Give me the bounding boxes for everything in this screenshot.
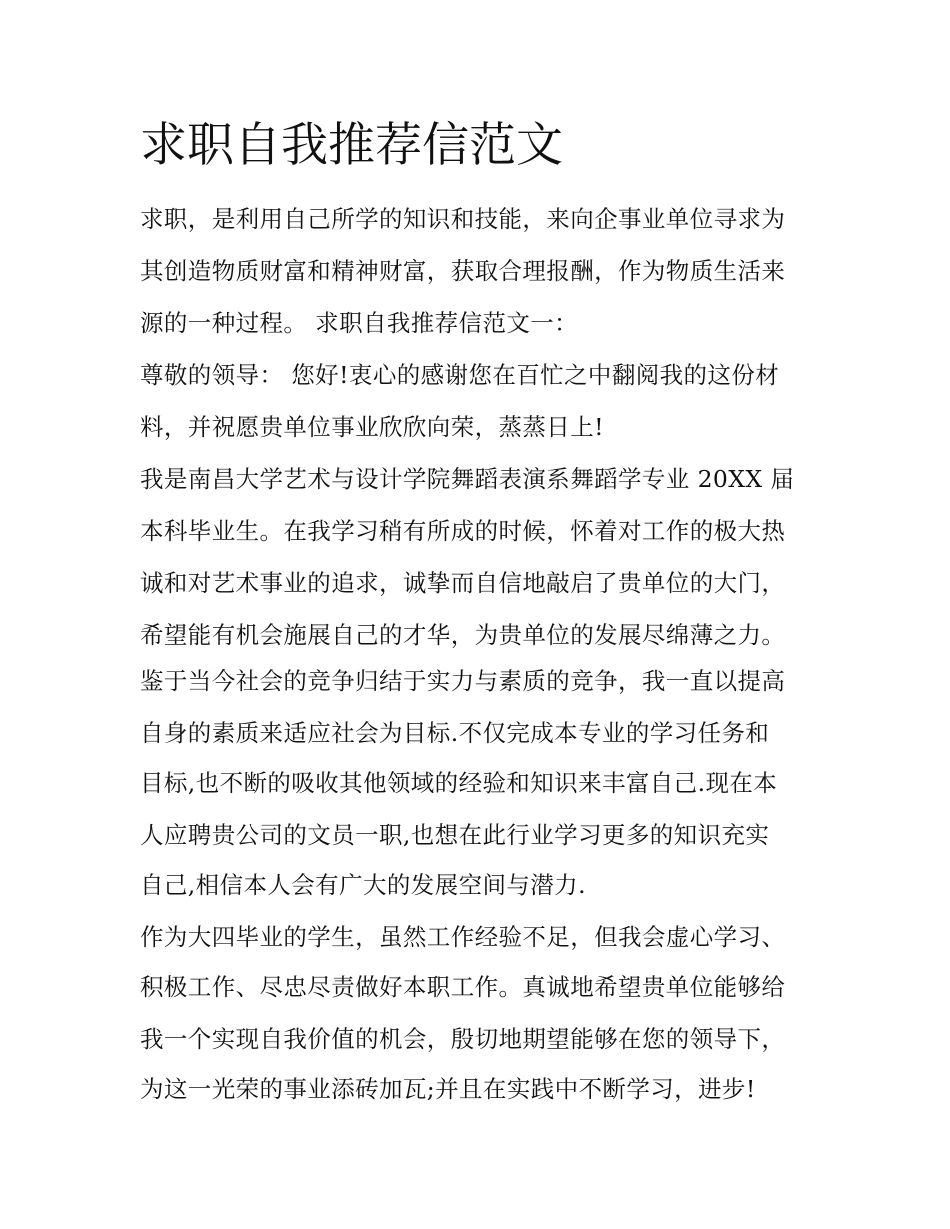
text-line: 求职，是利用自己所学的知识和技能，来向企事业单位寻求为 (140, 205, 786, 233)
text-line: 目标,也不断的吸收其他领域的经验和知识来丰富自己.现在本 (140, 769, 778, 797)
text-line: 我一个实现自我价值的机会，殷切地期望能够在您的领导下， (140, 1025, 786, 1053)
text-line: 人应聘贵公司的文员一职,也想在此行业学习更多的知识充实 (140, 821, 770, 849)
text-line: 本科毕业生。在我学习稍有所成的时候，怀着对工作的极大热 (140, 517, 786, 545)
text-line: 自身的素质来适应社会为目标.不仅完成本专业的学习任务和 (140, 719, 770, 747)
text-line: 积极工作、尽忠尽责做好本职工作。真诚地希望贵单位能够给 (140, 973, 786, 1001)
text-line: 自己,相信本人会有广大的发展空间与潜力. (140, 871, 586, 899)
text-line: 希望能有机会施展自己的才华，为贵单位的发展尽绵薄之力。 (140, 621, 786, 649)
text-line: 我是南昌大学艺术与设计学院舞蹈表演系舞蹈学专业 20XX 届 (140, 465, 795, 493)
text-line: 为这一光荣的事业添砖加瓦;并且在实践中不断学习，进步! (140, 1075, 756, 1103)
document-title: 求职自我推荐信范文 (140, 118, 563, 173)
text-line: 其创造物质财富和精神财富，获取合理报酬，作为物质生活来 (140, 257, 786, 285)
text-line: 料，并祝愿贵单位事业欣欣向荣，蒸蒸日上! (140, 413, 604, 441)
text-line: 尊敬的领导： 您好!衷心的感谢您在百忙之中翻阅我的这份材 (140, 361, 780, 389)
text-line: 作为大四毕业的学生，虽然工作经验不足，但我会虚心学习、 (140, 923, 786, 951)
text-line: 源的一种过程。 求职自我推荐信范文一： (140, 309, 579, 337)
text-line: 鉴于当今社会的竞争归结于实力与素质的竞争，我一直以提高 (140, 667, 786, 695)
text-line: 诚和对艺术事业的追求，诚挚而自信地敲启了贵单位的大门， (140, 569, 786, 597)
